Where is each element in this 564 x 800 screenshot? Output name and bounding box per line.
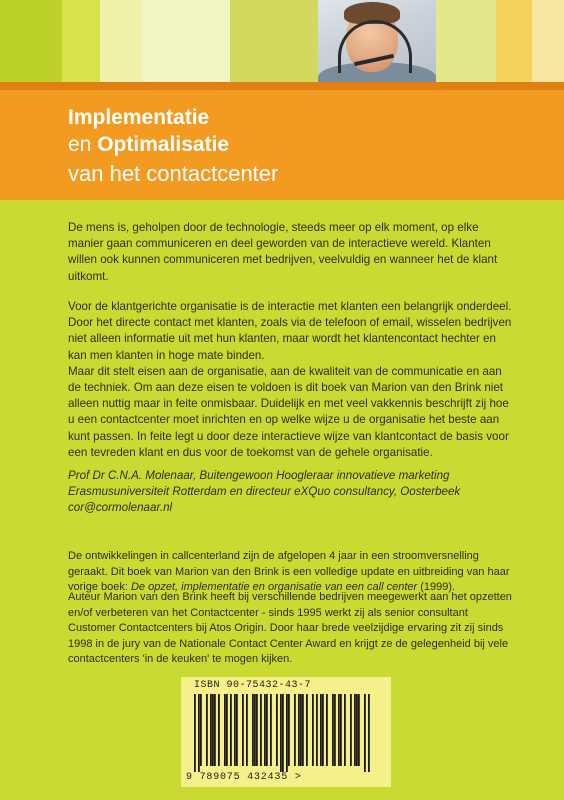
paragraph-author: Auteur Marion van den Brink heeft bij verschillende bedrijven meegewerkt aan het opzetten en/of verbeteren van het Contactcenter - sinds 1995 werkt zij als senior consultant Customer Contactcenters bij Atos Origin. Door haar brede veelzijdige ervaring zit zij sinds 1998 in de jury van de Nationale Contact Center Award en krijgt ze de gelegenheid bij vele contactcenters 'in de keuken' te mogen kijken. — [68, 591, 512, 666]
color-block-6 — [436, 0, 496, 82]
headset-person-photo — [318, 0, 436, 82]
color-block-8 — [532, 0, 564, 82]
top-color-blocks — [0, 0, 564, 82]
color-block-3 — [100, 0, 142, 82]
color-block-7 — [496, 0, 532, 82]
title-line-3: van het contactcenter — [68, 161, 279, 186]
isbn-label: ISBN 90-75432-43-7 — [194, 680, 312, 691]
color-block-5 — [230, 0, 318, 82]
barcode-digits: 9 789075 432435 > — [186, 772, 302, 783]
paragraph-organisation: Voor de klantgerichte organisatie is de interactie met klanten een belangrijk onderdeel. Door het directe contact met klanten, zoals via de telefoon of email, wisselen bedrijven niet alleen informatie uit met hun klanten, maar wordt het klantencontact hechter en kan men klanten in hoge mate binden. Maar dit stelt eisen aan de organisatie, aan de kwaliteit van de communicatie en aan de techniek. Om aan deze eisen te voldoen is dit boek van Marion van den Brink niet alleen nuttig maar in feite onmisbaar. Duidelijk en met veel vakkennis beschrijft zij hoe u een contactcenter moet inrichten en op welke wijze u de organisatie het beste aan kunt passen. In feite legt u door deze interactieve wijze van klantcontact de basis voor een tevreden klant en dus voor de toekomst van de gehele organisatie. — [68, 300, 512, 459]
color-block-4 — [142, 0, 230, 82]
barcode-icon — [194, 694, 370, 772]
paragraph-update: De ontwikkelingen in callcenterland zijn de afgelopen 4 jaar in een stroomversnelling geraakt. Dit boek van Marion van den Brink is een volledige update en uitbreiding van haar vorige boek: De opzet, implementatie en organisatie van een call center (1999). — [68, 550, 510, 594]
paragraph-intro: De mens is, geholpen door de technologie, steeds meer op elk moment, op elke manier gaan communiceren en deel geworden van de interactieve wereld. Klanten willen ook kunnen communiceren met bedrijven, veelvuldig en wanneer het de klant uitkomt. — [68, 221, 498, 283]
title-line-1: Implementatie — [68, 106, 210, 129]
paragraph-endorsement: Prof Dr C.N.A. Molenaar, Buitengewoon Hoogleraar innovatieve marketing Erasmusuniversiteit Rotterdam en directeur eXQuo consultancy, Oosterbeek cor@cormolenaar.nl — [68, 469, 461, 515]
title-line-2: en Optimalisatie — [68, 133, 230, 156]
color-block-1 — [0, 0, 62, 82]
color-block-2 — [62, 0, 100, 82]
